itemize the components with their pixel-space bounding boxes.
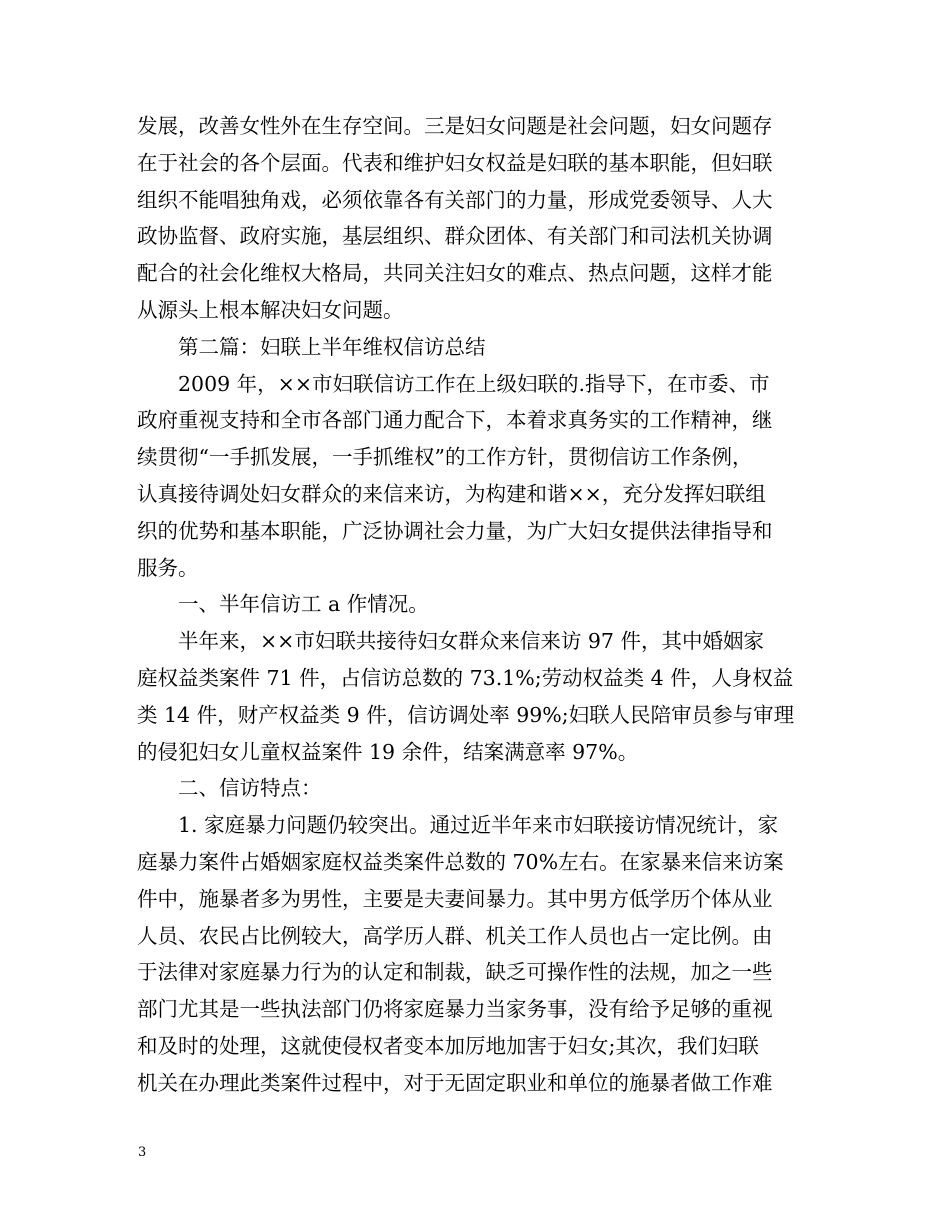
text-line: 机关在办理此类案件过程中，对于无固定职业和单位的施暴者做工作难: [137, 1070, 773, 1095]
text-line: 组织不能唱独角戏，必须依靠各有关部门的力量，形成党委领导、人大: [137, 187, 773, 212]
text-line: 服务。: [137, 555, 199, 580]
text-line: 配合的社会化维权大格局，共同关注妇女的难点、热点问题，这样才能: [137, 261, 773, 286]
text-line: 续贯彻“一手抓发展，一手抓维权”的工作方针，贯彻信访工作条例，: [137, 445, 753, 470]
text-line: 1. 家庭暴力问题仍较突出。通过近半年来市妇联接访情况统计，家: [137, 813, 779, 838]
text-line: 的侵犯妇女儿童权益案件 19 余件，结案满意率 97%。: [137, 739, 639, 764]
text-line: 认真接待调处妇女群众的来信来访，为构建和谐××，充分发挥妇联组: [137, 481, 766, 506]
text-line: 2009 年，××市妇联信访工作在上级妇联的.指导下，在市委、市: [137, 371, 770, 396]
text-line: 于法律对家庭暴力行为的认定和制裁，缺乏可操作性的法规，加之一些: [137, 960, 773, 985]
body-text: [137, 108, 817, 1102]
text-line: 织的优势和基本职能，广泛协调社会力量，为广大妇女提供法律指导和: [137, 518, 773, 543]
section-heading: 一、半年信访工 a 作情况。: [137, 592, 429, 617]
page-number: 3: [138, 1145, 147, 1160]
section-heading: 二、信访特点：: [137, 776, 322, 801]
section-heading: 第二篇：妇联上半年维权信访总结: [137, 334, 486, 359]
text-line: 发展，改善女性外在生存空间。三是妇女问题是社会问题，妇女问题存: [137, 114, 773, 138]
text-line: 庭暴力案件占婚姻家庭权益类案件总数的 70%左右。在家暴来信来访案: [137, 849, 784, 874]
text-line: 庭权益类案件 71 件，占信访总数的 73.1%;劳动权益类 4 件，人身权益: [137, 665, 794, 690]
text-line: 件中，施暴者多为男性，主要是夫妻间暴力。其中男方低学历个体从业: [137, 886, 773, 911]
text-line: 在于社会的各个层面。代表和维护妇女权益是妇联的基本职能，但妇联: [137, 150, 773, 175]
text-line: 半年来，××市妇联共接待妇女群众来信来访 97 件，其中婚姻家: [137, 629, 764, 654]
text-line: 政协监督、政府实施，基层组织、群众团体、有关部门和司法机关协调: [137, 224, 773, 249]
text-line: 和及时的处理，这就使侵权者变本加厉地加害于妇女;其次，我们妇联: [137, 1033, 759, 1058]
text-line: 人员、农民占比例较大，高学历人群、机关工作人员也占一定比例。由: [137, 923, 773, 948]
text-line: 从源头上根本解决妇女问题。: [137, 297, 404, 322]
text-line: 部门尤其是一些执法部门仍将家庭暴力当家务事，没有给予足够的重视: [137, 997, 773, 1022]
text-line: 政府重视支持和全市各部门通力配合下，本着求真务实的工作精神，继: [137, 408, 773, 433]
text-line: 类 14 件，财产权益类 9 件，信访调处率 99%;妇联人民陪审员参与审理: [137, 702, 795, 727]
